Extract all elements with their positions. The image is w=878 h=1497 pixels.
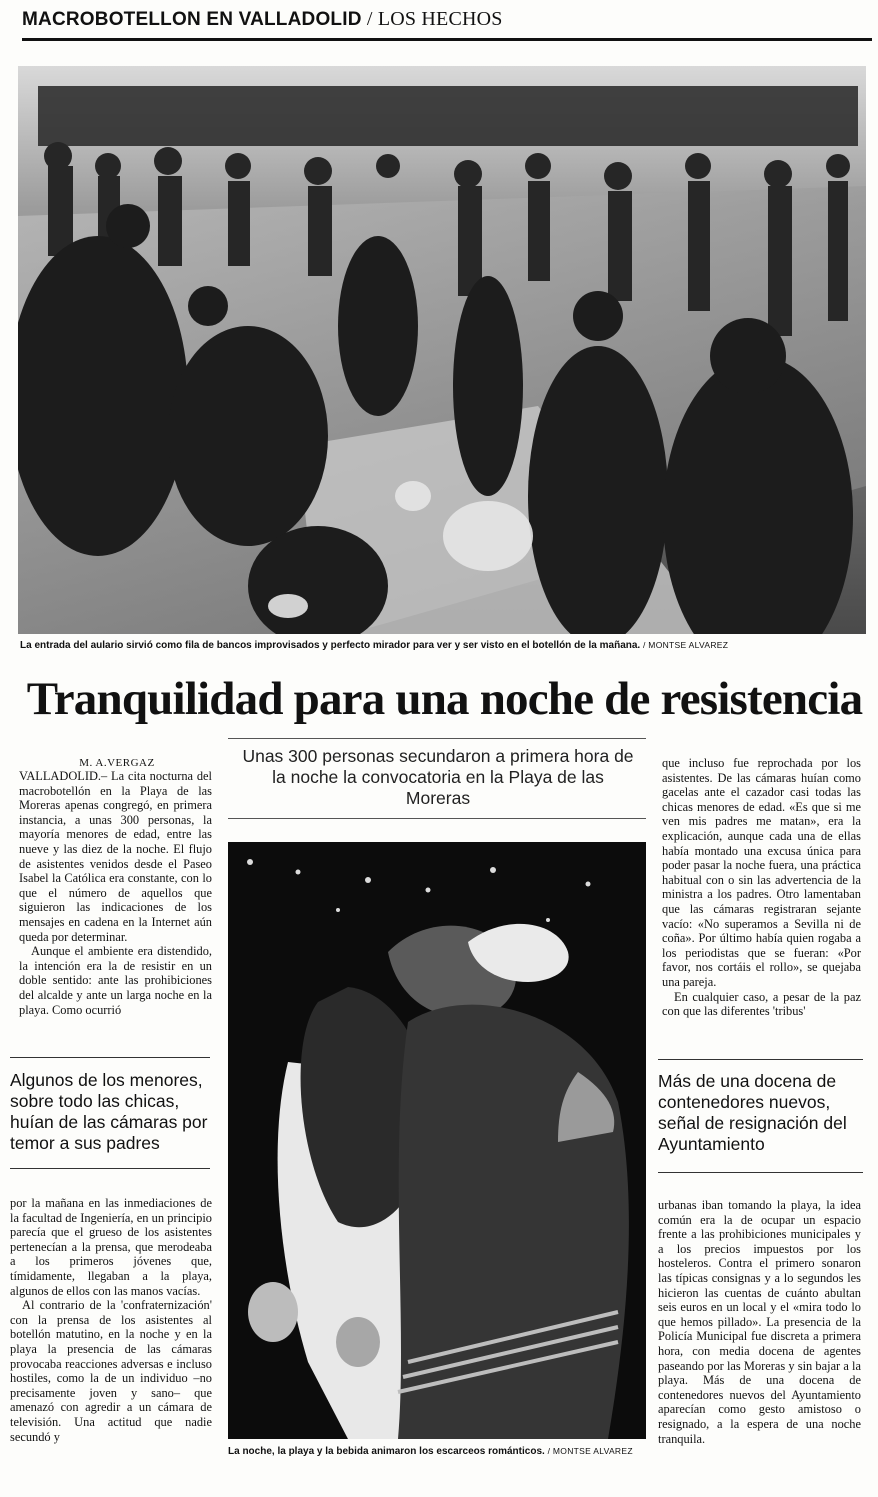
pull-quote-left: Algunos de los menores, sobre todo las chicas, huían de las cámaras por temor a sus padres — [10, 1070, 208, 1153]
pull-quote-right: Más de una docena de contenedores nuevos, señal de resignación del Ayuntamiento — [658, 1071, 847, 1154]
subdeck: Unas 300 personas secundaron a primera hora de la noche la convocatoria en la Playa de las Moreras — [242, 746, 634, 808]
article-column-right-bottom — [658, 1198, 861, 1446]
subdeck-bottom-rule — [228, 818, 646, 819]
pull-quote-left-bottom-rule — [10, 1168, 210, 1169]
crowd-photo-image — [18, 66, 866, 634]
couple-photo-image — [228, 842, 646, 1439]
section-separator: / — [361, 8, 378, 30]
subdeck-top-rule — [228, 738, 646, 739]
paragraph: Aunque el ambiente era distendido, la intención era la de resistir en un doble sentido: ante las prohibiciones del alcalde y ante un larga noche en la playa. Como ocurrió — [19, 944, 212, 1017]
byline: M. A.VERGAZ — [79, 757, 155, 769]
article-column-right-top — [662, 756, 861, 1019]
pull-quote-right-top-rule — [658, 1059, 863, 1060]
center-photo-credit: / MONTSE ALVAREZ — [547, 1446, 633, 1456]
paragraph: Al contrario de la 'confraternización' con la prensa de los asistentes al botellón matutino, en la noche y en la playa la presencia de las cámaras provocaba reacciones adversas e incluso hostiles, como la de un individuo –no precisamente joven y sano– que amenazó con agredir a un cámara de televisión. Una actitud que nadie secundó y — [10, 1298, 212, 1444]
pull-quote-left-top-rule — [10, 1057, 210, 1058]
paragraph: En cualquier caso, a pesar de la paz con que las diferentes 'tribus' — [662, 989, 861, 1019]
section-subtitle: LOS HECHOS — [377, 8, 503, 30]
top-photo-credit: / MONTSE ALVAREZ — [642, 640, 729, 650]
center-photo-caption — [228, 1445, 646, 1458]
top-photo-caption-text: La entrada del aulario sirvió como fila de bancos improvisados y perfecto mirador para ver y ser visto en el botellón de la mañana. — [20, 640, 641, 651]
top-photo — [18, 66, 866, 634]
headline: Tranquilidad para una noche de resistencia — [26, 673, 863, 725]
section-title: MACROBOTELLON EN VALLADOLID — [22, 9, 362, 30]
center-photo-caption-text: La noche, la playa y la bebida animaron los escarceos románticos. — [228, 1446, 545, 1457]
paragraph: urbanas iban tomando la playa, la idea común era la de ocupar un espacio frente a las prohibiciones municipales y a los precios impuestos por los hosteleros. Contra el primero sonaron las típicas consignas y a lo segundos les hicieron las cuentas de cuánto abultan seis euros en un local y el «mira todo lo que hemos pillado». La presencia de la Policía Municipal fue discreta a primera hora, con media docena de agentes paseando por las Moreras y sin bajar a la playa. Más de una docena de contenedores nuevos del Ayuntamiento aparecían como gesto amistoso o resignado, a la espera de una noche tranquila. — [658, 1198, 861, 1446]
paragraph: por la mañana en las inmediaciones de la facultad de Ingeniería, en un principio parecía que el grueso de los asistentes pertenecían a la prensa, que merodeaba a los primeros jóvenes que, tímidamente, llegaban a la playa, algunos de ellos con las manos vacías. — [10, 1196, 212, 1298]
top-photo-caption — [20, 639, 870, 652]
paragraph: VALLADOLID.– La cita nocturna del macrobotellón en la Playa de las Moreras apenas congregó, en primera instancia, a unas 300 personas, la mayoría menores de edad, entre las nueve y las diez de la noche. El flujo de asistentes venidos desde el Paseo Isabel la Católica era constante, con lo que el número de aquellos que siguieron las indicaciones de los mensajes en cadena en la Internet aún queda por determinar. — [19, 769, 212, 944]
center-photo — [228, 842, 646, 1439]
section-header — [22, 8, 872, 41]
paragraph: que incluso fue reprochada por los asistentes. De las cámaras huían como gacelas ante el cazador casi todas las chicas menores de edad. «Es que si me ven mis padres me matan», era la explicación, aunque cada una de ellas había montado una excusa única para poder pasar la noche fuera, una práctica habitual con o sin las advertencia de la ministra a los padres. Otro lamentaban que las cámaras registraran sejante vacío: «No superamos a Sevilla ni de coña». Por último había quien rogaba a los periodistas que se fueran: «Por favor, nos cortáis el rollo», se quejaba una pareja. — [662, 756, 861, 989]
article-column-left-bottom — [10, 1196, 212, 1444]
article-column-left-top — [19, 769, 212, 1017]
pull-quote-right-bottom-rule — [658, 1172, 863, 1173]
